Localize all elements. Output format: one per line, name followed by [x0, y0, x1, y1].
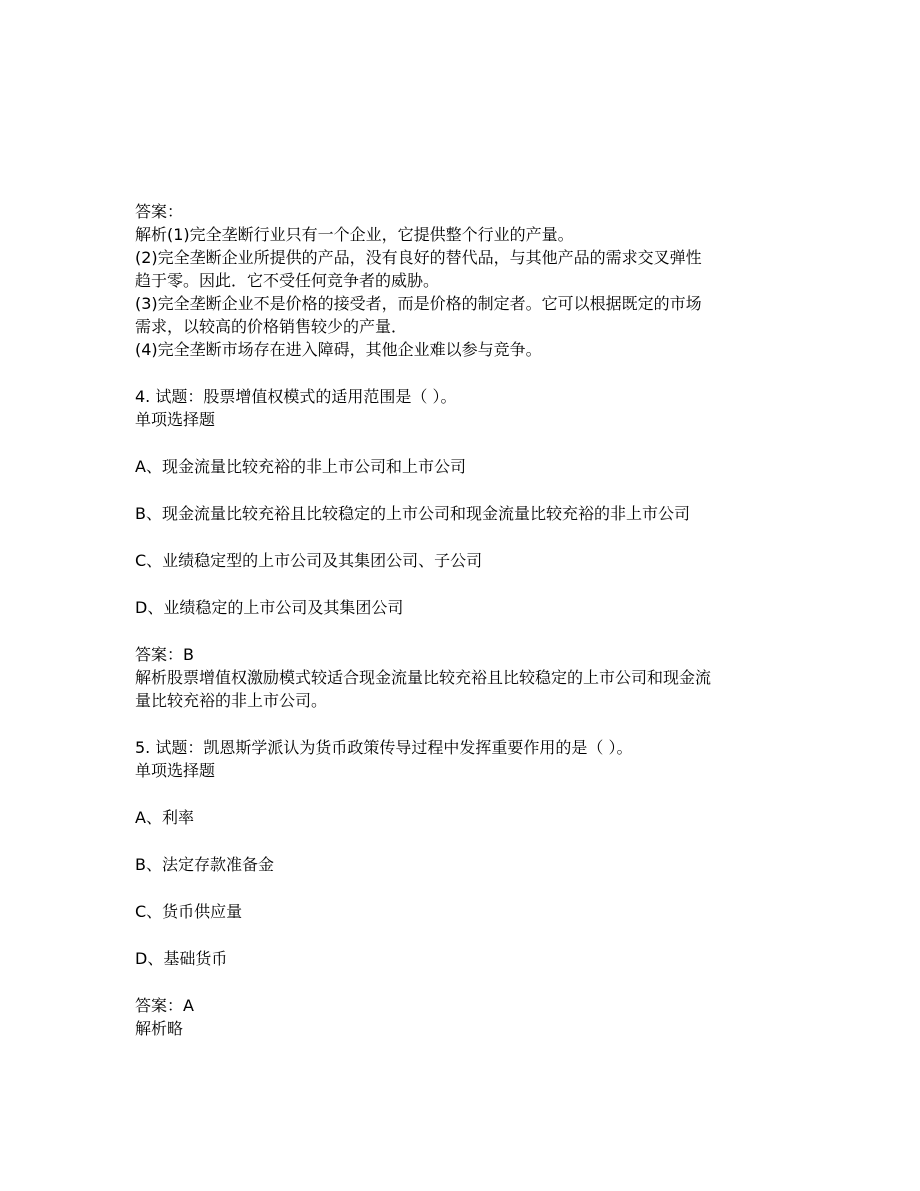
q4-explanation-line: 量比较充裕的非上市公司。 [135, 691, 328, 710]
spacer [135, 923, 805, 947]
question-4 [135, 385, 805, 712]
q4-question-text: 4. 试题：股票增值权模式的适用范围是（ ）。 [135, 387, 457, 406]
spacer [135, 361, 805, 385]
spacer [135, 478, 805, 502]
q4-option-d: D、业绩稳定的上市公司及其集团公司 [135, 598, 404, 617]
q3-explanation-line: (3)完全垄断企业不是价格的接受者，而是价格的制定者。它可以根据既定的市场 [135, 294, 702, 313]
spacer [135, 970, 805, 994]
q4-answer: 答案：B [135, 645, 194, 664]
spacer [135, 829, 805, 853]
q4-explanation-line: 解析股票增值权激励模式较适合现金流量比较充裕且比较稳定的上市公司和现金流 [135, 668, 712, 687]
q5-question-type: 单项选择题 [135, 761, 216, 780]
q3-explanation-line: 需求，以较高的价格销售较少的产量． [135, 317, 408, 336]
q3-explanation-line: (2)完全垄断企业所提供的产品，没有良好的替代品，与其他产品的需求交叉弹性 [135, 248, 702, 267]
q3-explanation-line: 解析(1)完全垄断行业只有一个企业，它提供整个行业的产量。 [135, 225, 574, 244]
question-5 [135, 736, 805, 1040]
q4-question-type: 单项选择题 [135, 410, 216, 429]
q4-option-b: B、现金流量比较充裕且比较稳定的上市公司和现金流量比较充裕的非上市公司 [135, 504, 690, 523]
spacer [135, 712, 805, 736]
q3-answer-block [135, 200, 805, 361]
spacer [135, 782, 805, 806]
spacer [135, 572, 805, 596]
q3-explanation-line: (4)完全垄断市场存在进入障碍，其他企业难以参与竞争。 [135, 340, 542, 359]
spacer [135, 876, 805, 900]
q4-option-a: A、现金流量比较充裕的非上市公司和上市公司 [135, 457, 466, 476]
q5-answer: 答案：A [135, 996, 194, 1015]
q3-explanation-line: 趋于零。因此．它不受任何竞争者的威胁。 [135, 271, 440, 290]
q5-option-b: B、法定存款准备金 [135, 855, 274, 874]
q4-option-c: C、业绩稳定型的上市公司及其集团公司、子公司 [135, 551, 483, 570]
q5-option-a: A、利率 [135, 808, 194, 827]
spacer [135, 431, 805, 455]
document-page [135, 200, 805, 1040]
q5-option-d: D、基础货币 [135, 949, 228, 968]
q5-question-text: 5. 试题：凯恩斯学派认为货币政策传导过程中发挥重要作用的是（ ）。 [135, 738, 633, 757]
spacer [135, 525, 805, 549]
q3-answer-label: 答案： [135, 202, 184, 221]
q5-option-c: C、货币供应量 [135, 902, 243, 921]
q5-explanation-line: 解析略 [135, 1019, 184, 1038]
spacer [135, 619, 805, 643]
